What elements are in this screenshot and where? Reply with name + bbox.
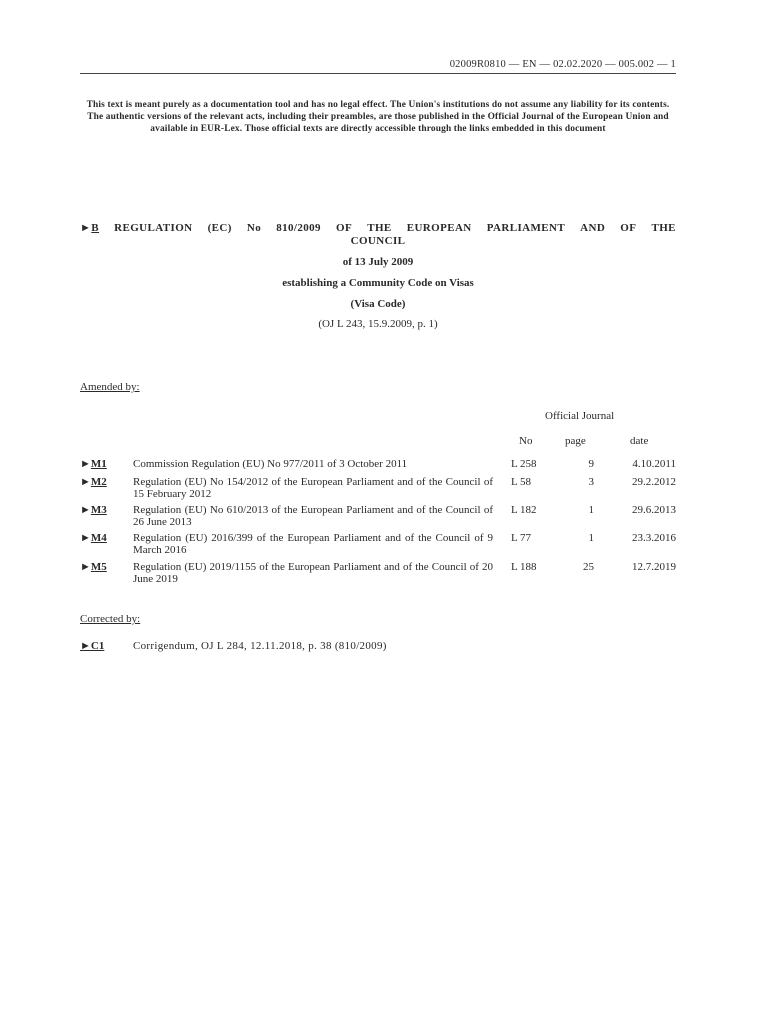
amendment-marker[interactable] bbox=[80, 532, 107, 544]
column-header-no: No bbox=[519, 435, 533, 447]
column-header-page: page bbox=[565, 435, 586, 447]
title-word: EUROPEAN bbox=[406, 222, 472, 234]
amendment-code[interactable]: M2 bbox=[90, 476, 107, 488]
amendment-oj-page: 1 bbox=[588, 532, 594, 544]
title-word: No bbox=[246, 222, 262, 234]
title-word: OF bbox=[620, 222, 637, 234]
amendment-oj-number: L 58 bbox=[511, 476, 532, 488]
amendment-description: Regulation (EU) 2019/1155 of the European Parliament and of the Council of 20 June 2019 bbox=[133, 561, 493, 585]
regulation-subject: establishing a Community Code on Visas bbox=[282, 277, 474, 289]
title-word: (EC) bbox=[207, 222, 232, 234]
amendment-code[interactable]: M1 bbox=[90, 458, 107, 470]
corrected-by-label: Corrected by: bbox=[80, 613, 141, 625]
amendment-marker[interactable] bbox=[80, 458, 107, 470]
amendment-oj-date: 4.10.2011 bbox=[632, 458, 676, 470]
title-word: OF bbox=[336, 222, 353, 234]
amendment-oj-number: L 188 bbox=[511, 561, 537, 573]
amendment-description: Commission Regulation (EU) No 977/2011 of 3 October 2011 bbox=[133, 458, 408, 470]
regulation-short-name: (Visa Code) bbox=[350, 298, 406, 310]
regulation-date: of 13 July 2009 bbox=[342, 256, 414, 268]
regulation-title-block bbox=[80, 222, 676, 331]
amendment-description: Regulation (EU) No 154/2012 of the European Parliament and of the Council of 15 February 2012 bbox=[133, 476, 493, 500]
marker-arrow-icon: ► bbox=[80, 504, 91, 516]
marker-arrow-icon: ► bbox=[80, 476, 91, 488]
marker-arrow-icon: ► bbox=[80, 640, 91, 652]
correction-description: Corrigendum, OJ L 284, 12.11.2018, p. 38 (810/2009) bbox=[133, 640, 387, 652]
amendment-description: Regulation (EU) No 610/2013 of the European Parliament and of the Council of 26 June 2013 bbox=[133, 504, 493, 528]
document-reference: 02009R0810 — EN — 02.02.2020 — 005.002 — 1 bbox=[449, 59, 676, 70]
title-word: 810/2009 bbox=[276, 222, 321, 234]
amendment-oj-date: 23.3.2016 bbox=[632, 532, 676, 544]
marker-arrow-icon: ► bbox=[80, 532, 91, 544]
header-divider bbox=[80, 73, 676, 74]
amended-by-label: Amended by: bbox=[80, 381, 140, 393]
amendment-marker[interactable] bbox=[80, 476, 107, 488]
marker-arrow-icon: ► bbox=[80, 458, 91, 470]
title-word: THE bbox=[367, 222, 392, 234]
amendment-oj-page: 9 bbox=[588, 458, 594, 470]
amendment-description: Regulation (EU) 2016/399 of the European Parliament and of the Council of 9 March 2016 bbox=[133, 532, 493, 556]
official-journal-header: Official Journal bbox=[545, 410, 615, 422]
title-word: THE bbox=[651, 222, 676, 234]
amendment-oj-date: 12.7.2019 bbox=[632, 561, 676, 573]
regulation-oj-reference: (OJ L 243, 15.9.2009, p. 1) bbox=[318, 318, 438, 330]
amendment-oj-number: L 77 bbox=[511, 532, 532, 544]
correction-marker[interactable] bbox=[80, 640, 104, 652]
amendment-oj-number: L 258 bbox=[511, 458, 537, 470]
amendment-oj-number: L 182 bbox=[511, 504, 537, 516]
amendment-code[interactable]: M5 bbox=[90, 561, 107, 573]
amendment-oj-page: 1 bbox=[588, 504, 594, 516]
amendment-oj-date: 29.2.2012 bbox=[632, 476, 676, 488]
amendment-oj-page: 25 bbox=[583, 561, 594, 573]
amendment-marker[interactable] bbox=[80, 504, 107, 516]
amendment-oj-date: 29.6.2013 bbox=[632, 504, 676, 516]
amendment-oj-page: 3 bbox=[588, 476, 594, 488]
legal-disclaimer: This text is meant purely as a documentation tool and has no legal effect. The Union's institutions do not assume any liability for its contents. The authentic versions of the relevant acts, including their preambles, are those published in the Official Journal of the European Union and available in EUR-Lex. Those official texts are directly accessible through the links embedded in this document bbox=[86, 100, 670, 134]
regulation-title-line-2: COUNCIL bbox=[350, 235, 406, 247]
marker-arrow-icon: ► bbox=[80, 222, 92, 234]
marker-link-b[interactable]: B bbox=[91, 222, 100, 234]
title-word: PARLIAMENT bbox=[486, 222, 566, 234]
title-word: AND bbox=[580, 222, 606, 234]
marker-arrow-icon: ► bbox=[80, 561, 91, 573]
amendment-code[interactable]: M4 bbox=[90, 532, 107, 544]
regulation-title-line-1 bbox=[80, 222, 676, 235]
column-header-date: date bbox=[630, 435, 649, 447]
amendment-code[interactable]: M3 bbox=[90, 504, 107, 516]
correction-code[interactable]: C1 bbox=[90, 640, 105, 652]
title-marker[interactable] bbox=[80, 222, 99, 235]
amendment-marker[interactable] bbox=[80, 561, 107, 573]
title-word: REGULATION bbox=[114, 222, 193, 234]
